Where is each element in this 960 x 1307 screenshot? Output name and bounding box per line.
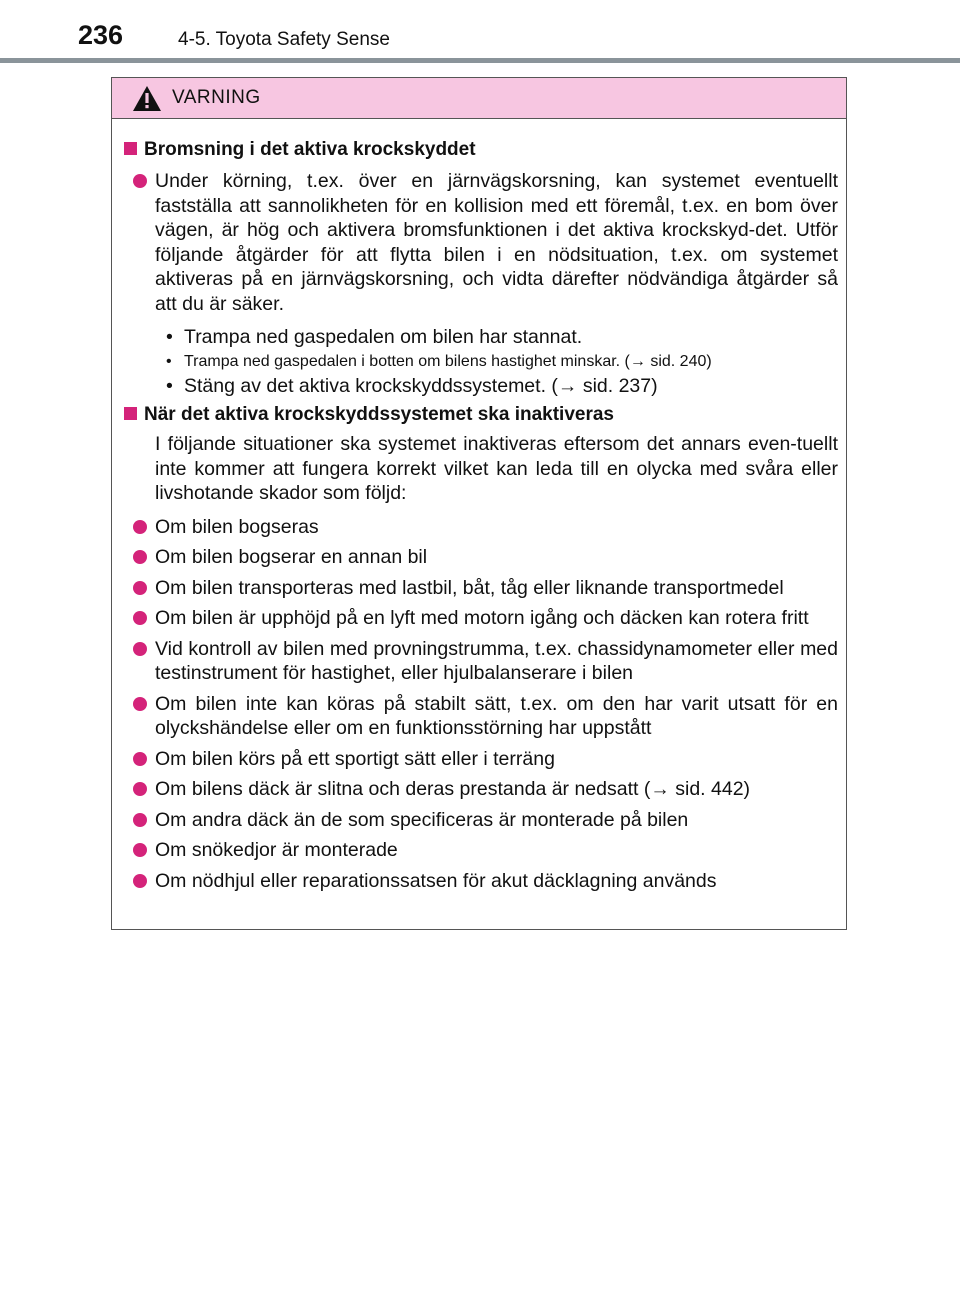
circle-bullet-icon	[133, 611, 147, 625]
circle-bullet-icon	[133, 581, 147, 595]
square-bullet-icon	[124, 407, 137, 420]
circle-bullet-icon	[133, 550, 147, 564]
list-item	[124, 515, 838, 540]
list-item	[124, 869, 838, 894]
section-intro: I följande situationer ska systemet inaktiveras eftersom det annars even-tuellt inte kommer att fungera korrekt vilket kan leda till en olycka med svåra eller livshotande skador som följd:	[155, 433, 838, 504]
circle-bullet-icon	[133, 697, 147, 711]
section-heading-text: När det aktiva krockskyddssystemet ska inaktiveras	[144, 404, 614, 425]
list-item	[124, 838, 838, 863]
warning-box	[111, 77, 847, 930]
section-heading-text: Bromsning i det aktiva krockskyddet	[144, 139, 476, 160]
sub-item-text: Trampa ned gaspedalen i botten om bilens hastighet minskar. (→ sid. 240)	[184, 352, 712, 370]
warning-header	[112, 78, 846, 119]
circle-bullet-icon	[133, 782, 147, 796]
list-item-text: Om bilen transporteras med lastbil, båt, tåg eller liknande transportmedel	[155, 576, 784, 599]
section-title: 4-5. Toyota Safety Sense	[178, 29, 390, 50]
list-item	[124, 545, 838, 570]
circle-bullet-icon	[133, 843, 147, 857]
page-number: 236	[78, 20, 124, 50]
sub-item-text: Stäng av det aktiva krockskyddssystemet. (→ sid. 237)	[184, 374, 658, 397]
circle-bullet-icon	[133, 813, 147, 827]
list-item-text: Om bilen bogseras	[155, 515, 319, 538]
circle-bullet-icon	[133, 874, 147, 888]
list-item-text: Om bilen inte kan köras på stabilt sätt, t.ex. om den har varit utsatt för en olyckshändelse eller om en funktionsstörning har uppstått	[155, 692, 838, 739]
sub-item	[166, 350, 838, 374]
dot-bullet-icon: •	[166, 374, 173, 397]
square-bullet-icon	[124, 142, 137, 155]
list-item-text: Om snökedjor är monterade	[155, 839, 398, 861]
dot-bullet-icon: •	[166, 352, 172, 370]
circle-bullet-icon	[133, 520, 147, 534]
list-item-text: Om bilen körs på ett sportigt sätt eller i terräng	[155, 747, 555, 770]
section-heading	[124, 401, 838, 428]
list-item	[124, 169, 838, 316]
list-item-text: Om bilens däck är slitna och deras prestanda är nedsatt (→ sid. 442)	[155, 778, 751, 800]
list-item-text: Om bilen är upphöjd på en lyft med motorn igång och däcken kan rotera fritt	[155, 607, 809, 629]
list-item	[124, 777, 838, 802]
header-rule	[0, 58, 960, 63]
page-header	[0, 0, 960, 64]
dot-bullet-icon: •	[166, 326, 173, 348]
list-item-text: Om bilen bogserar en annan bil	[155, 546, 428, 568]
sub-item-text: Trampa ned gaspedalen om bilen har stannat.	[184, 326, 583, 348]
list-item-text: Om andra däck än de som specificeras är monterade på bilen	[155, 808, 689, 831]
warning-body	[112, 119, 846, 893]
list-item	[124, 576, 838, 601]
list-item	[124, 637, 838, 686]
sub-item	[166, 374, 838, 399]
circle-bullet-icon	[133, 642, 147, 656]
list-item	[124, 606, 838, 631]
circle-bullet-icon	[133, 174, 147, 188]
list-item	[124, 692, 838, 741]
list-item-text: Om nödhjul eller reparationssatsen för akut däcklagning används	[155, 869, 717, 892]
warning-triangle-icon	[132, 85, 162, 112]
list-item-text: Vid kontroll av bilen med provningstrumma, t.ex. chassidynamometer eller med testinstrument för hastighet, eller hjulbalanserare i bilen	[155, 637, 838, 684]
list-item	[124, 808, 838, 833]
sub-item	[166, 325, 838, 350]
section-heading	[124, 136, 838, 163]
list-item	[124, 747, 838, 772]
circle-bullet-icon	[133, 752, 147, 766]
list-item-text: Under körning, t.ex. över en järnvägskorsning, kan systemet eventuellt fastställa att sannolikheten för en kollision med ett föremål, t.ex. en bom över vägen, är hög och aktivera bromsfunktionen i det aktiva krockskyd-det. Utför följande åtgärder för att flytta bilen i en nödsituation, t.ex. om systemet aktiveras på en järnvägskorsning, och vidta därefter nödvändiga åtgärder så att du är säker.	[155, 170, 838, 315]
warning-title: VARNING	[172, 87, 261, 108]
